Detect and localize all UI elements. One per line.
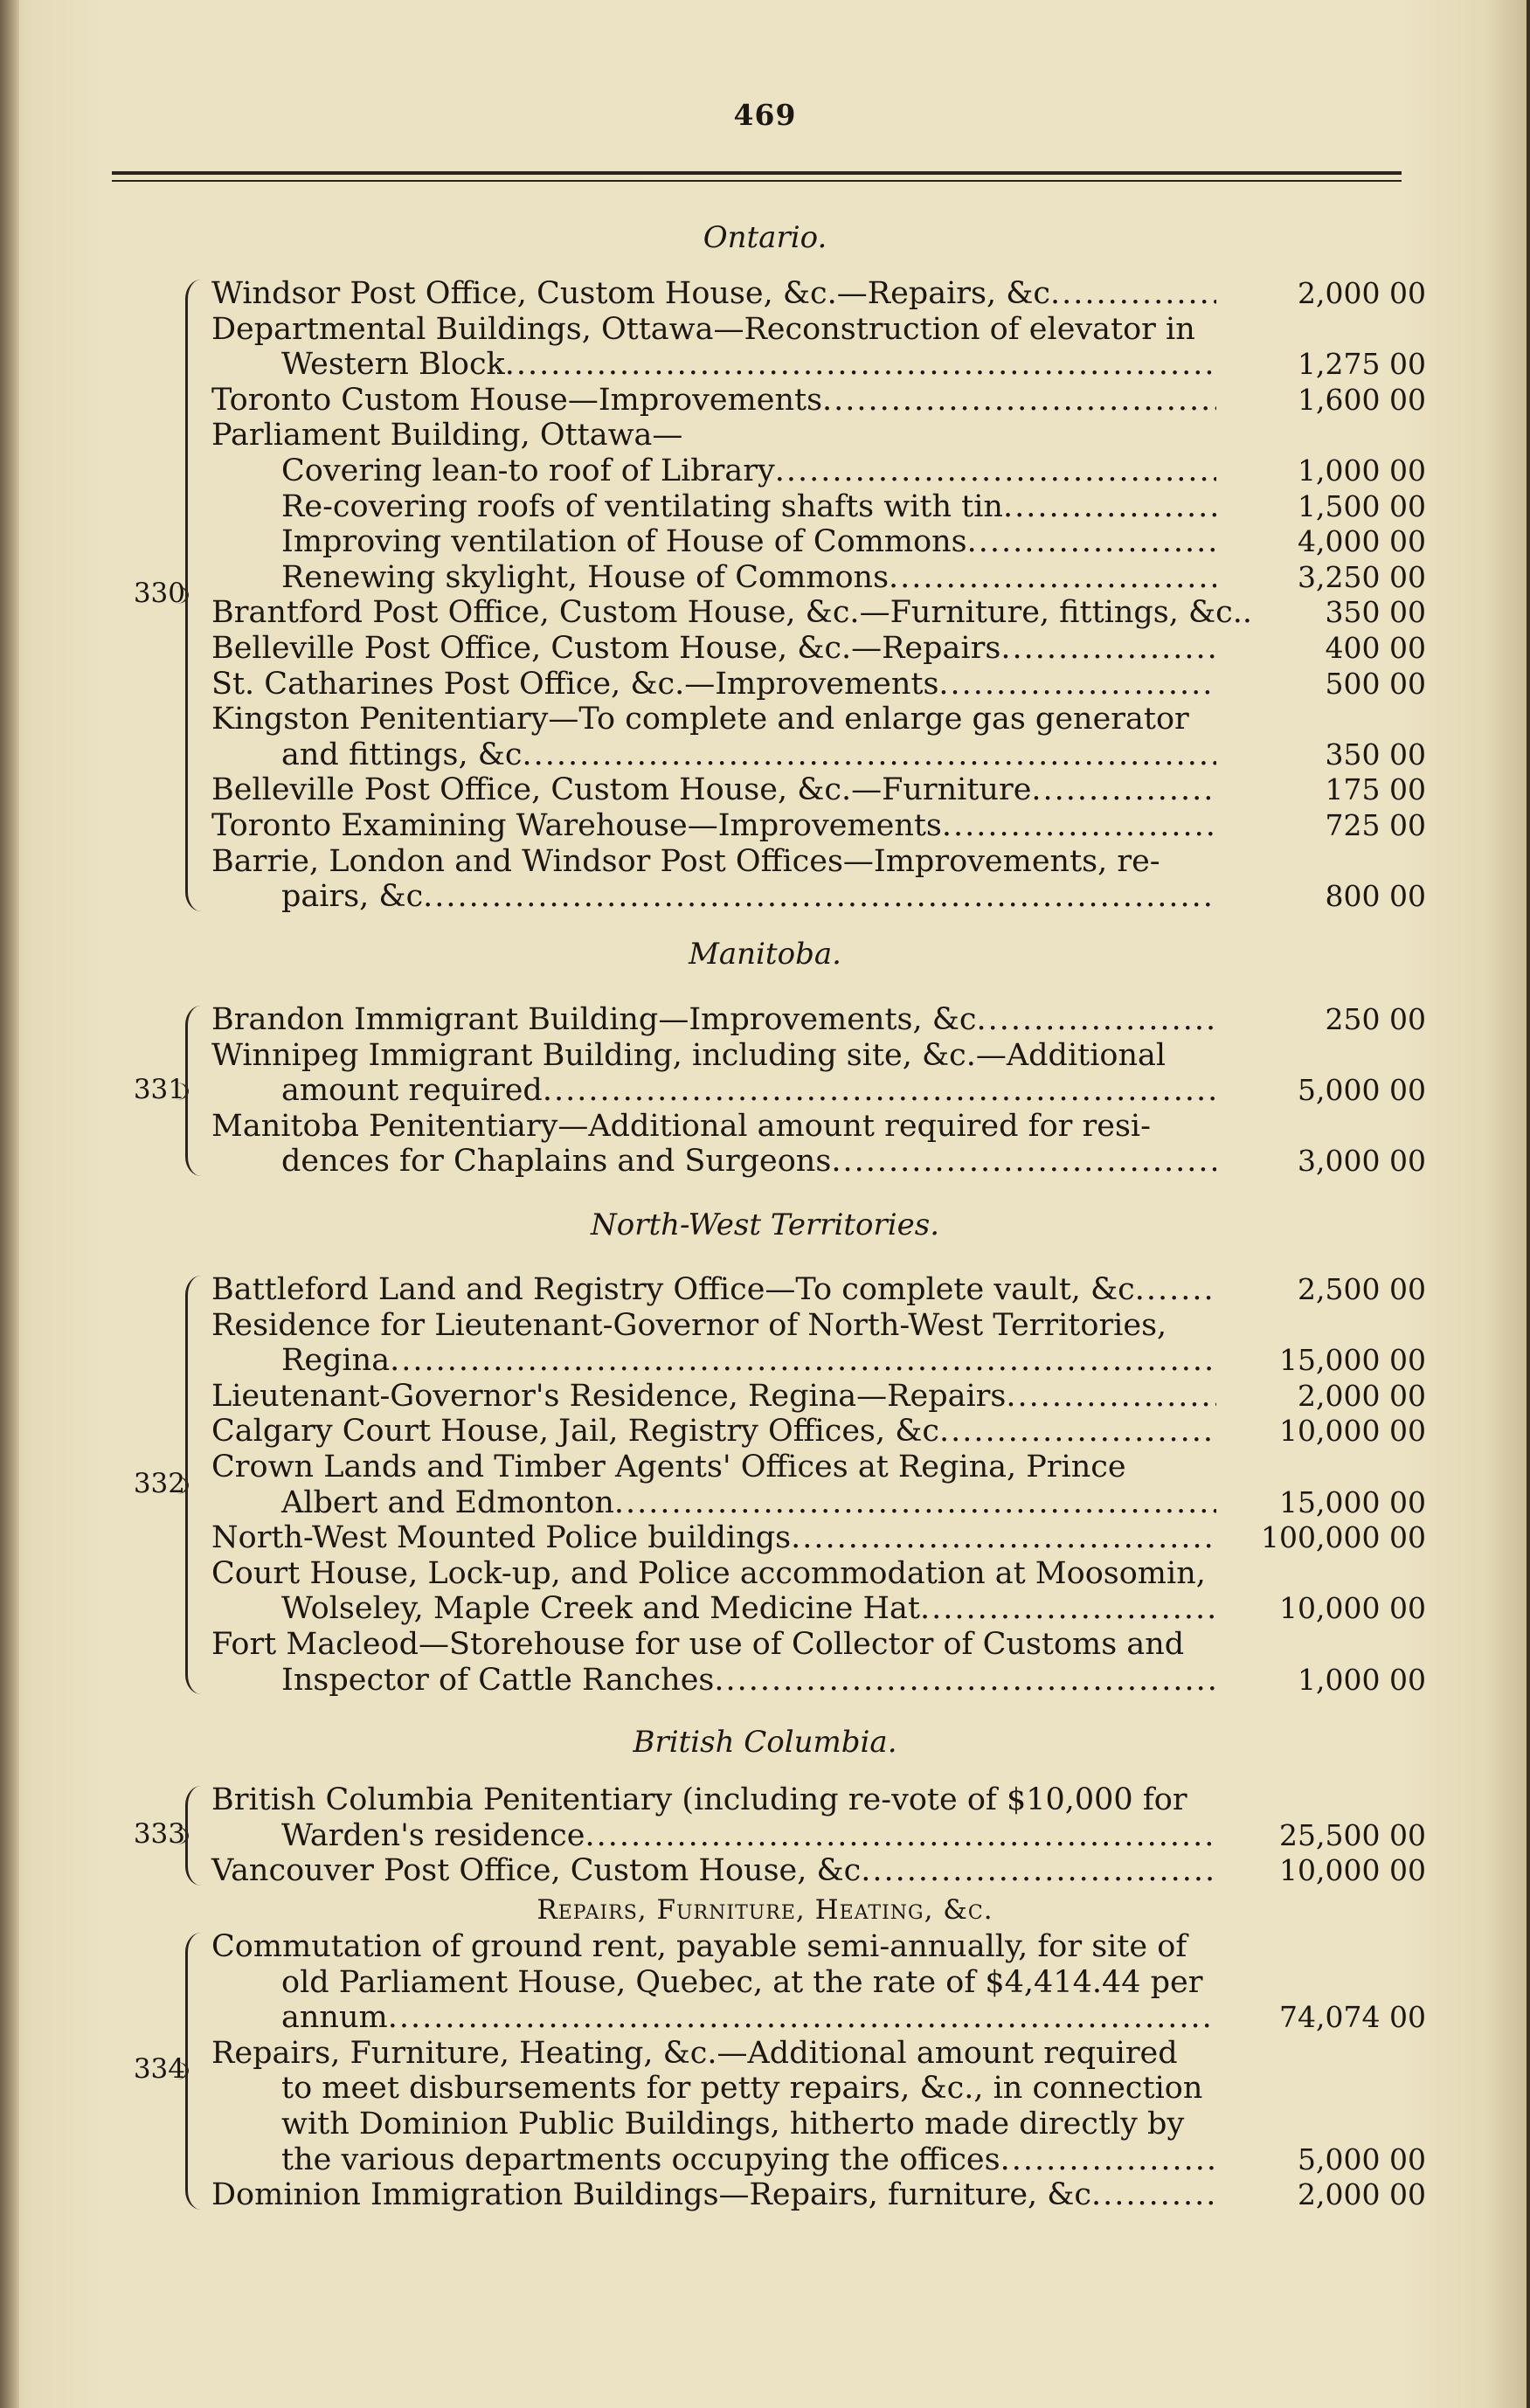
dot-leader	[831, 1144, 1216, 1179]
item-text: Albert and Edmonton	[281, 1484, 614, 1520]
item-text: British Columbia Penitentiary (including re-vote of $10,000 for	[211, 1782, 1187, 1817]
item-text: with Dominion Public Buildings, hitherto made directly by	[281, 2107, 1185, 2142]
item-text: Western Block	[281, 347, 505, 383]
section-heading: Manitoba.	[689, 937, 841, 972]
item-line	[211, 1520, 1216, 1555]
dot-leader	[714, 1663, 1216, 1698]
dot-leader	[388, 2000, 1216, 2035]
item-line	[211, 383, 1216, 418]
item-amount: 15,000 00	[1279, 1484, 1426, 1519]
item-text: Inspector of Cattle Ranches	[281, 1662, 715, 1698]
item-amount: 500 00	[1325, 666, 1426, 701]
item-amount: 350 00	[1325, 595, 1426, 630]
dot-leader	[822, 383, 1216, 418]
group-brace	[185, 1276, 211, 1694]
dot-leader	[523, 737, 1216, 772]
item-line-wrap	[211, 2036, 1216, 2071]
group-brace	[185, 1786, 211, 1886]
item-line	[211, 1379, 1216, 1414]
item-line	[281, 1663, 1216, 1698]
vote-number: 331	[133, 1073, 185, 1105]
dot-leader	[614, 1485, 1216, 1520]
item-amount: 10,000 00	[1279, 1853, 1426, 1888]
item-text: Toronto Custom House—Improvements	[211, 382, 823, 418]
item-line-wrap	[211, 1627, 1216, 1662]
item-text: Toronto Examining Warehouse—Improvements	[211, 808, 942, 843]
page-number: 469	[733, 98, 797, 132]
item-line-wrap	[281, 1965, 1216, 2000]
item-text: Parliament Building, Ottawa—	[211, 418, 683, 453]
vote-number: 330	[133, 578, 185, 610]
item-text: Belleville Post Office, Custom House, &c.—Furniture	[211, 772, 1032, 808]
section-heading: Ontario.	[703, 220, 827, 255]
item-text: North-West Mounted Police buildings	[211, 1520, 792, 1556]
item-text: Windsor Post Office, Custom House, &c.—Repairs, &c	[211, 276, 1050, 311]
item-amount: 10,000 00	[1279, 1591, 1426, 1626]
item-text: Lieutenant-Governor's Residence, Regina—Repairs	[211, 1378, 1007, 1414]
item-text: Battleford Land and Registry Office—To complete vault, &c	[211, 1272, 1135, 1307]
item-amount: 3,000 00	[1298, 1144, 1426, 1179]
item-line-wrap	[211, 844, 1216, 879]
item-text: St. Catharines Post Office, &c.—Improvements	[211, 666, 939, 702]
item-text: Covering lean-to roof of Library	[281, 453, 775, 488]
item-text: old Parliament House, Quebec, at the rate of $4,414.44 per	[281, 1964, 1203, 2000]
item-text: the various departments occupying the offices	[281, 2142, 1000, 2177]
item-line	[281, 879, 1216, 914]
dot-leader	[1050, 276, 1216, 311]
item-line	[281, 453, 1216, 488]
item-amount: 2,000 00	[1298, 2177, 1426, 2212]
item-text: amount required	[281, 1073, 543, 1109]
item-line-wrap	[211, 1556, 1216, 1591]
item-line-wrap	[211, 1308, 1216, 1343]
item-text: Re-covering roofs of ventilating shafts with tin	[281, 488, 1003, 524]
item-text: Wolseley, Maple Creek and Medicine Hat	[281, 1591, 920, 1627]
item-amount: 100,000 00	[1261, 1520, 1426, 1555]
item-line	[211, 1272, 1216, 1307]
item-text: Improving ventilation of House of Commons	[281, 524, 967, 560]
dot-leader	[938, 667, 1216, 702]
vote-number: 333	[133, 1817, 185, 1850]
item-text: Calgary Court House, Jail, Registry Offices, &c	[211, 1414, 940, 1450]
item-text: Barrie, London and Windsor Post Offices—Improvements, re-	[211, 843, 1160, 879]
item-line	[211, 772, 1216, 807]
item-line-wrap	[211, 1038, 1216, 1073]
item-amount: 5,000 00	[1298, 1073, 1426, 1108]
dot-leader	[1091, 2177, 1216, 2212]
item-text: Manitoba Penitentiary—Additional amount required for resi-	[211, 1108, 1151, 1144]
dot-leader	[423, 879, 1216, 914]
group-brace	[185, 280, 211, 911]
item-amount: 1,000 00	[1298, 453, 1426, 488]
dot-leader	[791, 1520, 1216, 1555]
item-line	[211, 2177, 1216, 2212]
item-amount: 3,250 00	[1298, 559, 1426, 594]
item-amount: 1,600 00	[1298, 382, 1426, 417]
dot-leader	[920, 1591, 1216, 1626]
dot-leader	[1003, 489, 1216, 524]
item-line	[211, 667, 1216, 702]
dot-leader	[1006, 1379, 1216, 1414]
dot-leader	[939, 1414, 1216, 1449]
item-amount: 5,000 00	[1298, 2142, 1426, 2176]
item-line-wrap	[211, 702, 1216, 737]
item-amount: 15,000 00	[1279, 1343, 1426, 1378]
item-line	[281, 1485, 1216, 1520]
vote-number: 332	[133, 1467, 185, 1499]
item-text: annum	[281, 2000, 388, 2036]
dot-leader	[543, 1073, 1216, 1108]
item-line	[281, 489, 1216, 524]
dot-leader	[889, 560, 1216, 595]
dot-leader	[505, 347, 1216, 382]
item-amount: 175 00	[1325, 772, 1426, 807]
item-amount: 350 00	[1325, 737, 1426, 772]
item-amount: 800 00	[1325, 879, 1426, 914]
item-line	[281, 1343, 1216, 1378]
item-text: Vancouver Post Office, Custom House, &c	[211, 1853, 862, 1889]
item-line	[211, 1853, 1216, 1888]
item-text: Kingston Penitentiary—To complete and enlarge gas generator	[211, 702, 1189, 737]
item-line	[211, 631, 1216, 666]
dot-leader	[1000, 2142, 1216, 2177]
item-text: Regina	[281, 1343, 391, 1379]
item-amount: 1,275 00	[1298, 347, 1426, 382]
item-line	[281, 347, 1216, 382]
item-text: Brantford Post Office, Custom House, &c.—Furniture, fittings, &c.	[211, 595, 1243, 631]
item-text: Commutation of ground rent, payable semi-annually, for site of	[211, 1929, 1187, 1964]
dot-leader	[775, 453, 1216, 488]
dot-leader	[1135, 1272, 1216, 1307]
item-line	[281, 1818, 1216, 1853]
item-text: Belleville Post Office, Custom House, &c.—Repairs	[211, 631, 1001, 666]
item-amount: 2,500 00	[1298, 1272, 1426, 1306]
dot-leader	[977, 1002, 1216, 1037]
item-text: Warden's residence	[281, 1817, 585, 1853]
item-line	[281, 560, 1216, 595]
item-line	[211, 1002, 1216, 1037]
item-line	[211, 808, 1216, 843]
dot-leader	[1031, 772, 1216, 807]
item-line-wrap	[211, 1929, 1216, 1964]
item-line	[281, 1591, 1216, 1626]
item-line	[211, 418, 1216, 453]
item-amount: 1,500 00	[1298, 488, 1426, 523]
item-text: Departmental Buildings, Ottawa—Reconstruction of elevator in	[211, 311, 1195, 347]
vote-number: 334	[133, 2053, 185, 2086]
item-line	[281, 1073, 1216, 1108]
item-text: and fittings, &c	[281, 737, 523, 772]
item-amount: 725 00	[1325, 808, 1426, 842]
item-text: Repairs, Furniture, Heating, &c.—Additional amount required	[211, 2035, 1178, 2071]
item-amount: 25,500 00	[1279, 1817, 1426, 1852]
item-line	[281, 524, 1216, 559]
item-text: Residence for Lieutenant-Governor of North-West Territories,	[211, 1307, 1167, 1343]
item-line-wrap	[211, 1450, 1216, 1484]
item-amount: 10,000 00	[1279, 1414, 1426, 1449]
item-line	[281, 2000, 1216, 2035]
section-heading: North-West Territories.	[590, 1207, 940, 1242]
item-line	[211, 595, 1243, 631]
item-line	[211, 276, 1216, 311]
item-line-wrap	[281, 2071, 1216, 2106]
item-text: Court House, Lock-up, and Police accommodation at Moosomin,	[211, 1555, 1206, 1591]
item-text: dences for Chaplains and Surgeons	[281, 1144, 832, 1180]
item-line-wrap	[211, 312, 1216, 347]
item-amount: 1,000 00	[1298, 1662, 1426, 1697]
item-text: Renewing skylight, House of Commons	[281, 559, 890, 595]
item-text: to meet disbursements for petty repairs, &c., in connection	[281, 2071, 1203, 2107]
dot-leader	[967, 524, 1216, 559]
item-line-wrap	[211, 1782, 1216, 1817]
dot-leader	[585, 1818, 1216, 1853]
item-amount: 74,074 00	[1279, 2000, 1426, 2035]
item-line	[211, 1414, 1216, 1449]
item-line-wrap	[281, 2107, 1216, 2142]
section-heading: Repairs, Furniture, Heating, &c.	[537, 1894, 993, 1926]
item-amount: 2,000 00	[1298, 276, 1426, 310]
dot-leader	[861, 1853, 1216, 1888]
item-line-wrap	[211, 1109, 1216, 1144]
section-heading: British Columbia.	[633, 1725, 897, 1760]
item-text: Crown Lands and Timber Agents' Offices at Regina, Prince	[211, 1450, 1126, 1484]
item-amount: 2,000 00	[1298, 1378, 1426, 1413]
dot-leader	[390, 1343, 1216, 1378]
item-text: Fort Macleod—Storehouse for use of Collector of Customs and	[211, 1627, 1185, 1662]
item-amount: 400 00	[1325, 631, 1426, 665]
dot-leader	[942, 808, 1216, 843]
item-line	[281, 1144, 1216, 1179]
group-brace	[185, 1006, 211, 1176]
item-text: Brandon Immigrant Building—Improvements, &c	[211, 1002, 977, 1037]
item-text: pairs, &c	[281, 879, 424, 915]
item-line	[281, 737, 1216, 772]
item-text: Winnipeg Immigrant Building, including site, &c.—Additional	[211, 1037, 1167, 1073]
item-text: Dominion Immigration Buildings—Repairs, furniture, &c	[211, 2177, 1092, 2213]
item-line	[281, 2142, 1216, 2177]
item-amount: 4,000 00	[1298, 524, 1426, 559]
dot-leader	[1000, 631, 1216, 666]
item-amount: 250 00	[1325, 1002, 1426, 1036]
group-brace	[185, 1933, 211, 2210]
